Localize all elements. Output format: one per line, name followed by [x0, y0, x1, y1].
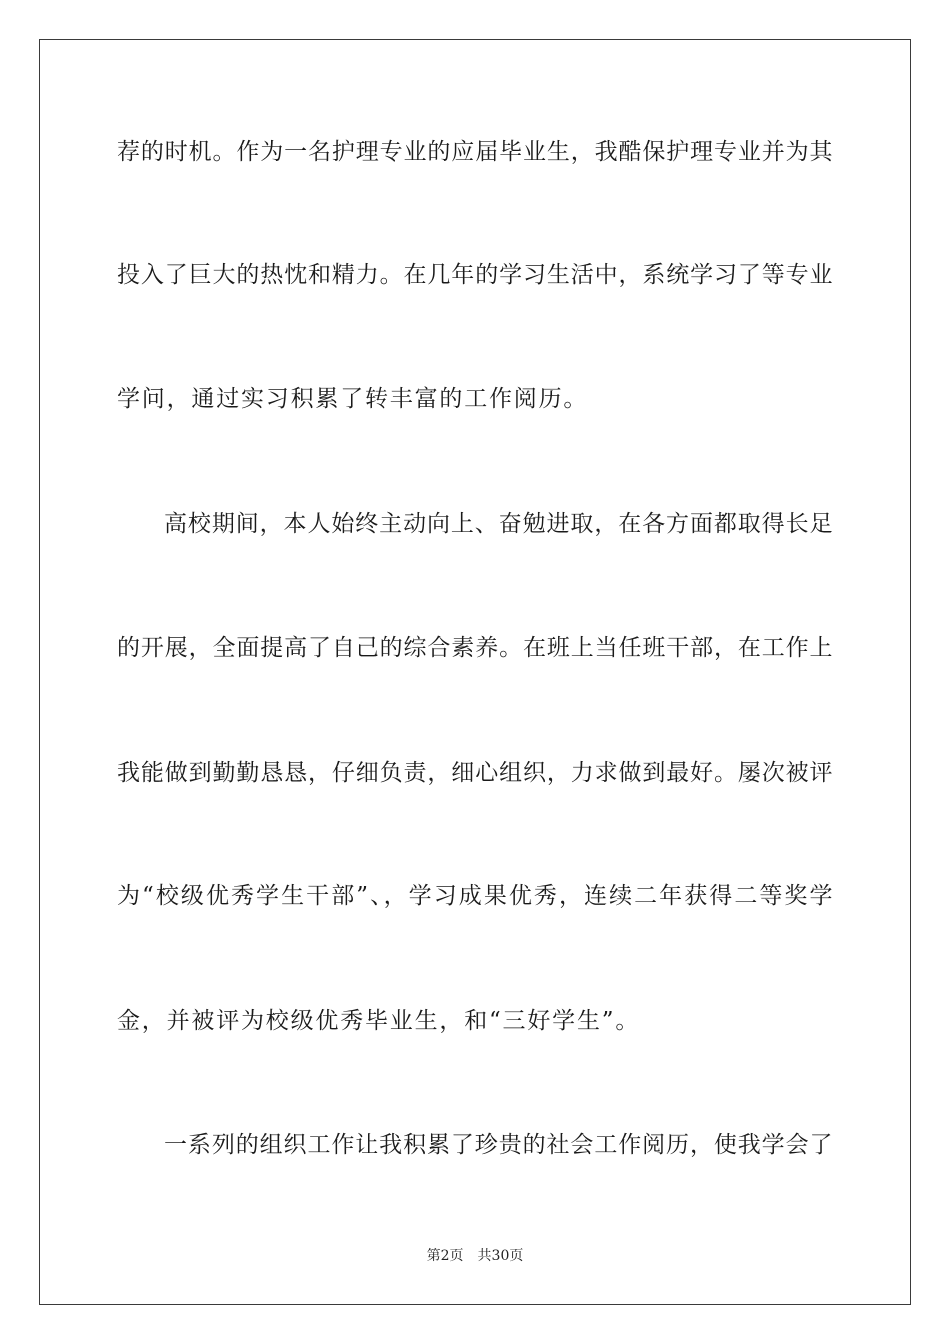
text-line: 为“校级优秀学生干部”、，学习成果优秀，连续二年获得二等奖学: [117, 883, 833, 909]
text-line: 一系列的组织工作让我积累了珍贵的社会工作阅历，使我学会了: [164, 1132, 833, 1158]
text-line: 投入了巨大的热忱和精力。在几年的学习生活中，系统学习了等专业: [117, 262, 833, 288]
text-line: 高校期间，本人始终主动向上、奋勉进取，在各方面都取得长足: [164, 511, 833, 537]
text-line: 金，并被评为校级优秀毕业生，和“三好学生”。: [117, 1008, 641, 1034]
text-line: 我能做到勤勤恳恳，仔细负责，细心组织，力求做到最好。屡次被评: [117, 760, 833, 786]
page-border: [39, 39, 911, 1305]
text-line: 荐的时机。作为一名护理专业的应届毕业生，我酷保护理专业并为其: [117, 139, 833, 165]
text-line: 学问，通过实习积累了转丰富的工作阅历。: [117, 386, 589, 412]
text-line: 的开展，全面提高了自己的综合素养。在班上当任班干部，在工作上: [117, 635, 833, 661]
page-number-footer: 第2页 共30页: [426, 1248, 524, 1264]
